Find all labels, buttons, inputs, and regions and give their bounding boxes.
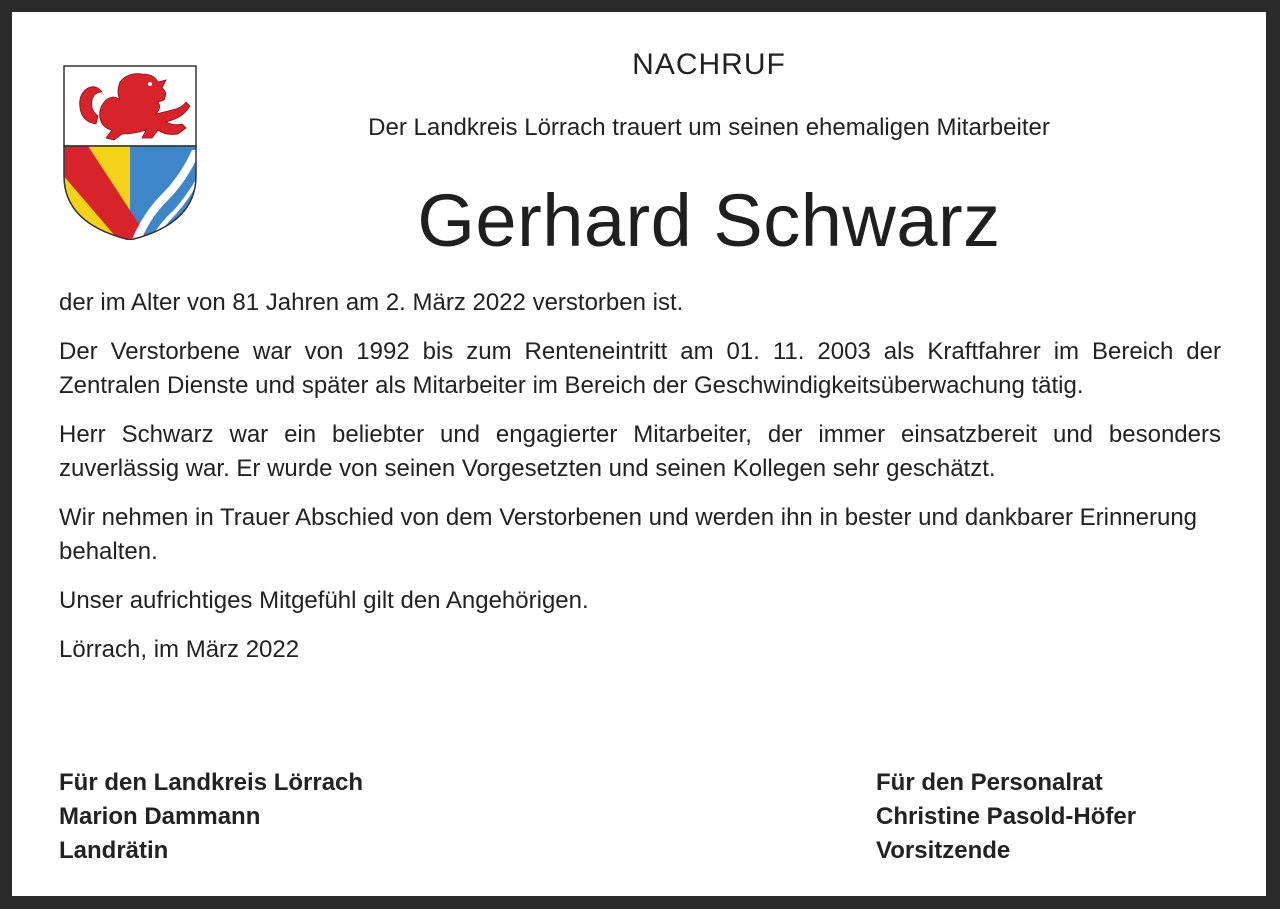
place-date: Lörrach, im März 2022 (59, 636, 300, 663)
signature-role: Vorsitzende (876, 837, 1011, 864)
paragraph-tribute: Herr Schwarz war ein beliebter und engagierter Mitarbeiter, der immer einsatzbereit und besonders zuverlässig war. Er wurde von seinen Vorgesetzten und seinen Kollegen sehr geschätzt. (59, 421, 1221, 482)
paragraph-condolence: Unser aufrichtiges Mitgefühl gilt den Angehörigen. (59, 587, 589, 614)
signature-block-district (59, 766, 363, 868)
paragraph-career: Der Verstorbene war von 1992 bis zum Renteneintritt am 01. 11. 2003 als Kraftfahrer im Bereich der Zentralen Dienste und später als Mitarbeiter im Bereich der Geschwindigkeitsüberwachung tätig. (59, 338, 1221, 399)
paragraph-age: der im Alter von 81 Jahren am 2. März 2022 verstorben ist. (59, 289, 684, 316)
signature-role: Landrätin (59, 837, 169, 864)
deceased-name: Gerhard Schwarz (417, 179, 1001, 262)
signature-org: Für den Landkreis Lörrach (59, 769, 364, 796)
notice-heading: NACHRUF (632, 48, 786, 81)
signature-name: Marion Dammann (59, 803, 261, 830)
signature-org: Für den Personalrat (876, 769, 1103, 796)
notice-body (59, 286, 1221, 682)
signature-block-staff-council (876, 766, 1136, 868)
obituary-notice (12, 12, 1266, 896)
signature-name: Christine Pasold-Höfer (876, 803, 1137, 830)
notice-subtitle: Der Landkreis Lörrach trauert um seinen ehemaligen Mitarbeiter (368, 114, 1050, 141)
paragraph-farewell: Wir nehmen in Trauer Abschied von dem Verstorbenen und werden ihn in bester und dankbarer Erinnerung behalten. (59, 504, 1198, 565)
